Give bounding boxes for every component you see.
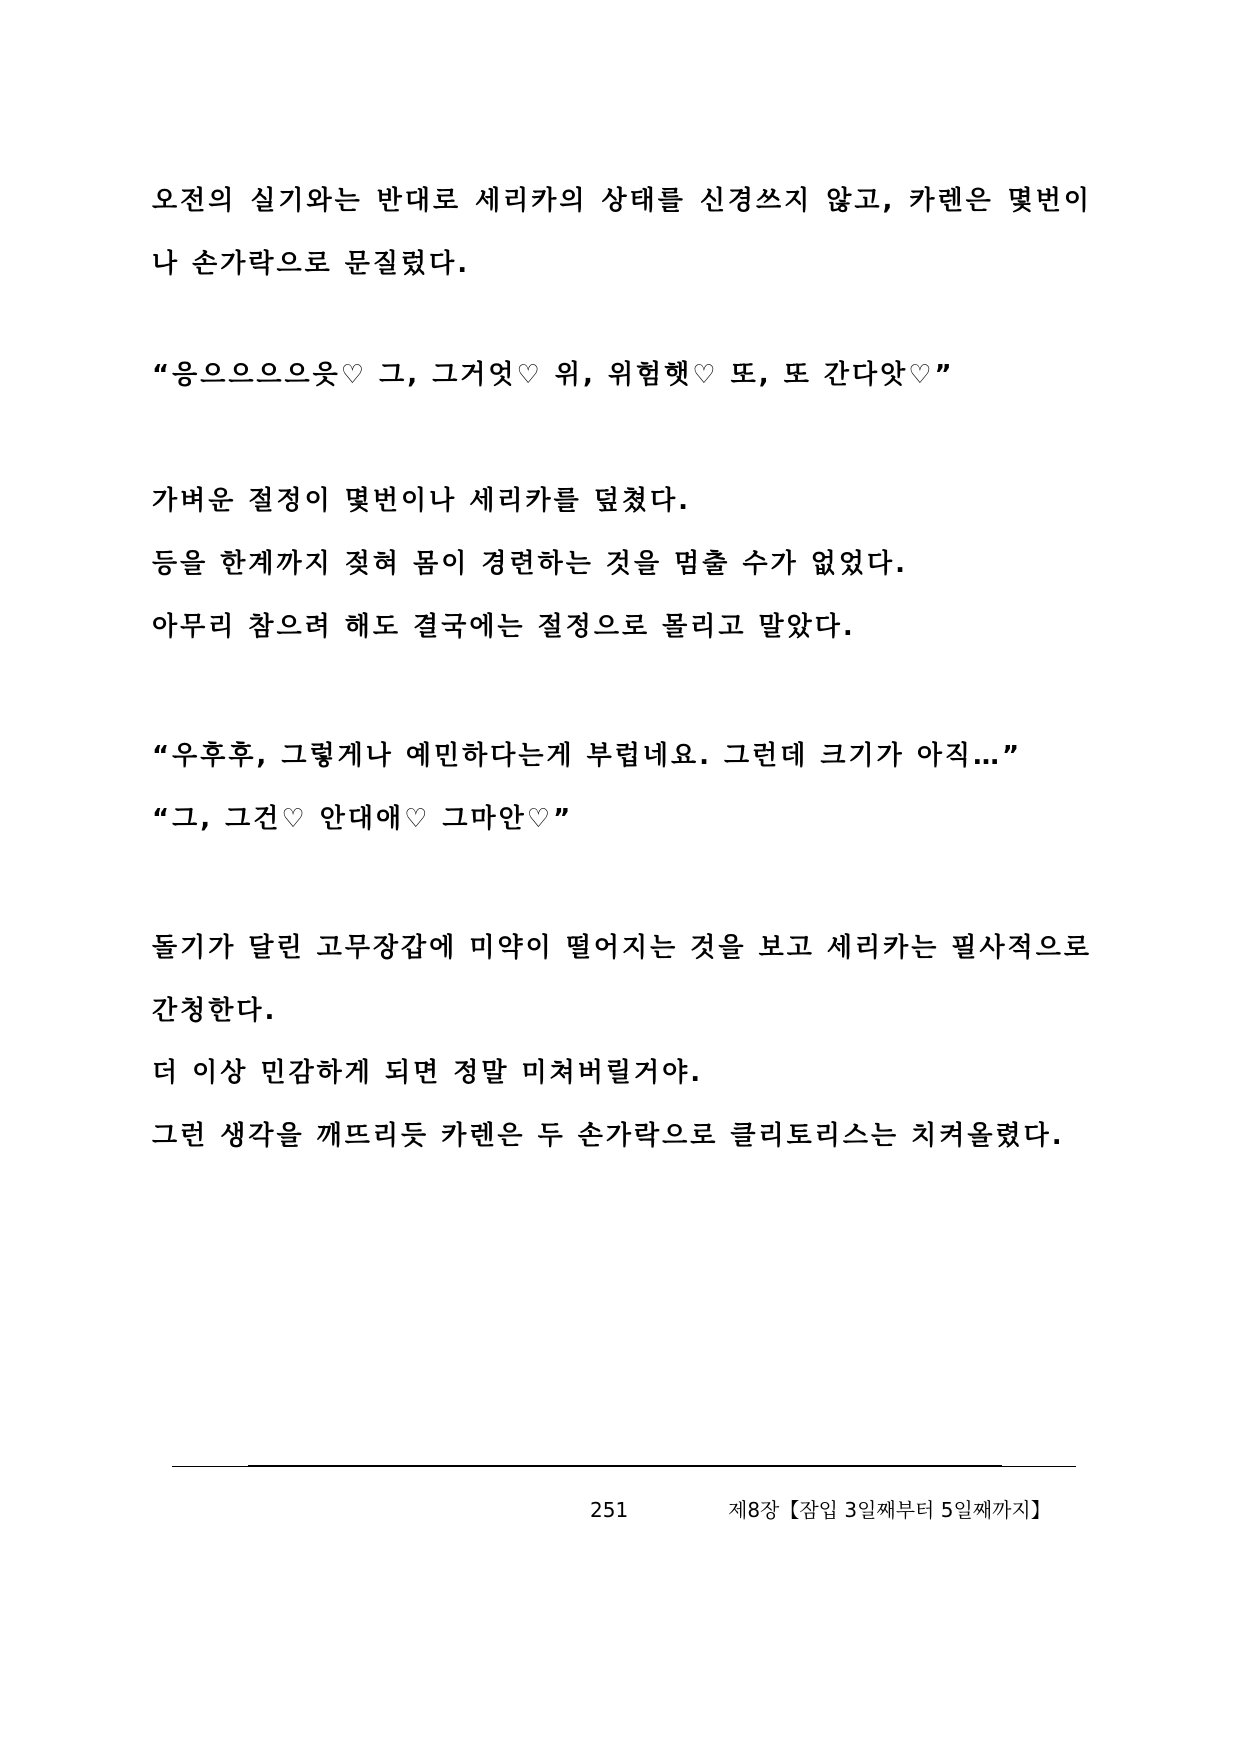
footer-divider-accent [248,1465,1002,1467]
paragraph-7: “그, 그건♡ 안대애♡ 그마안♡” [152,804,574,834]
paragraph-6: “우후후, 그렇게나 예민하다는게 부럽네요. 그런데 크기가 아직…” [152,741,1023,771]
paragraph-2: “응으으으으읏♡ 그, 그거엇♡ 위, 위험햇♡ 또, 또 간다앗♡” [152,360,955,390]
paragraph-10: 그런 생각을 깨뜨리듯 카렌은 두 손가락으로 클리토리스는 치켜올렸다. [152,1121,1065,1151]
paragraph-1: 오전의 실기와는 반대로 세리카의 상태를 신경쓰지 않고, 카렌은 몇번이나 손가락으로 문질렀다. [152,186,1092,279]
paragraph-3: 가벼운 절정이 몇번이나 세리카를 덮쳤다. [152,486,692,516]
paragraph-4: 등을 한계까지 젖혀 몸이 경련하는 것을 멈출 수가 없었다. [152,549,908,579]
chapter-title: 제8장【잠입 3일째부터 5일째까지】 [728,1498,1051,1522]
paragraph-5: 아무리 참으려 해도 결국에는 절정으로 몰리고 말았다. [152,612,856,642]
paragraph-8: 돌기가 달린 고무장갑에 미약이 떨어지는 것을 보고 세리카는 필사적으로 간청한다. [152,933,1092,1026]
page-number: 251 [590,1498,629,1522]
paragraph-9: 더 이상 민감하게 되면 정말 미쳐버릴거야. [152,1058,704,1088]
